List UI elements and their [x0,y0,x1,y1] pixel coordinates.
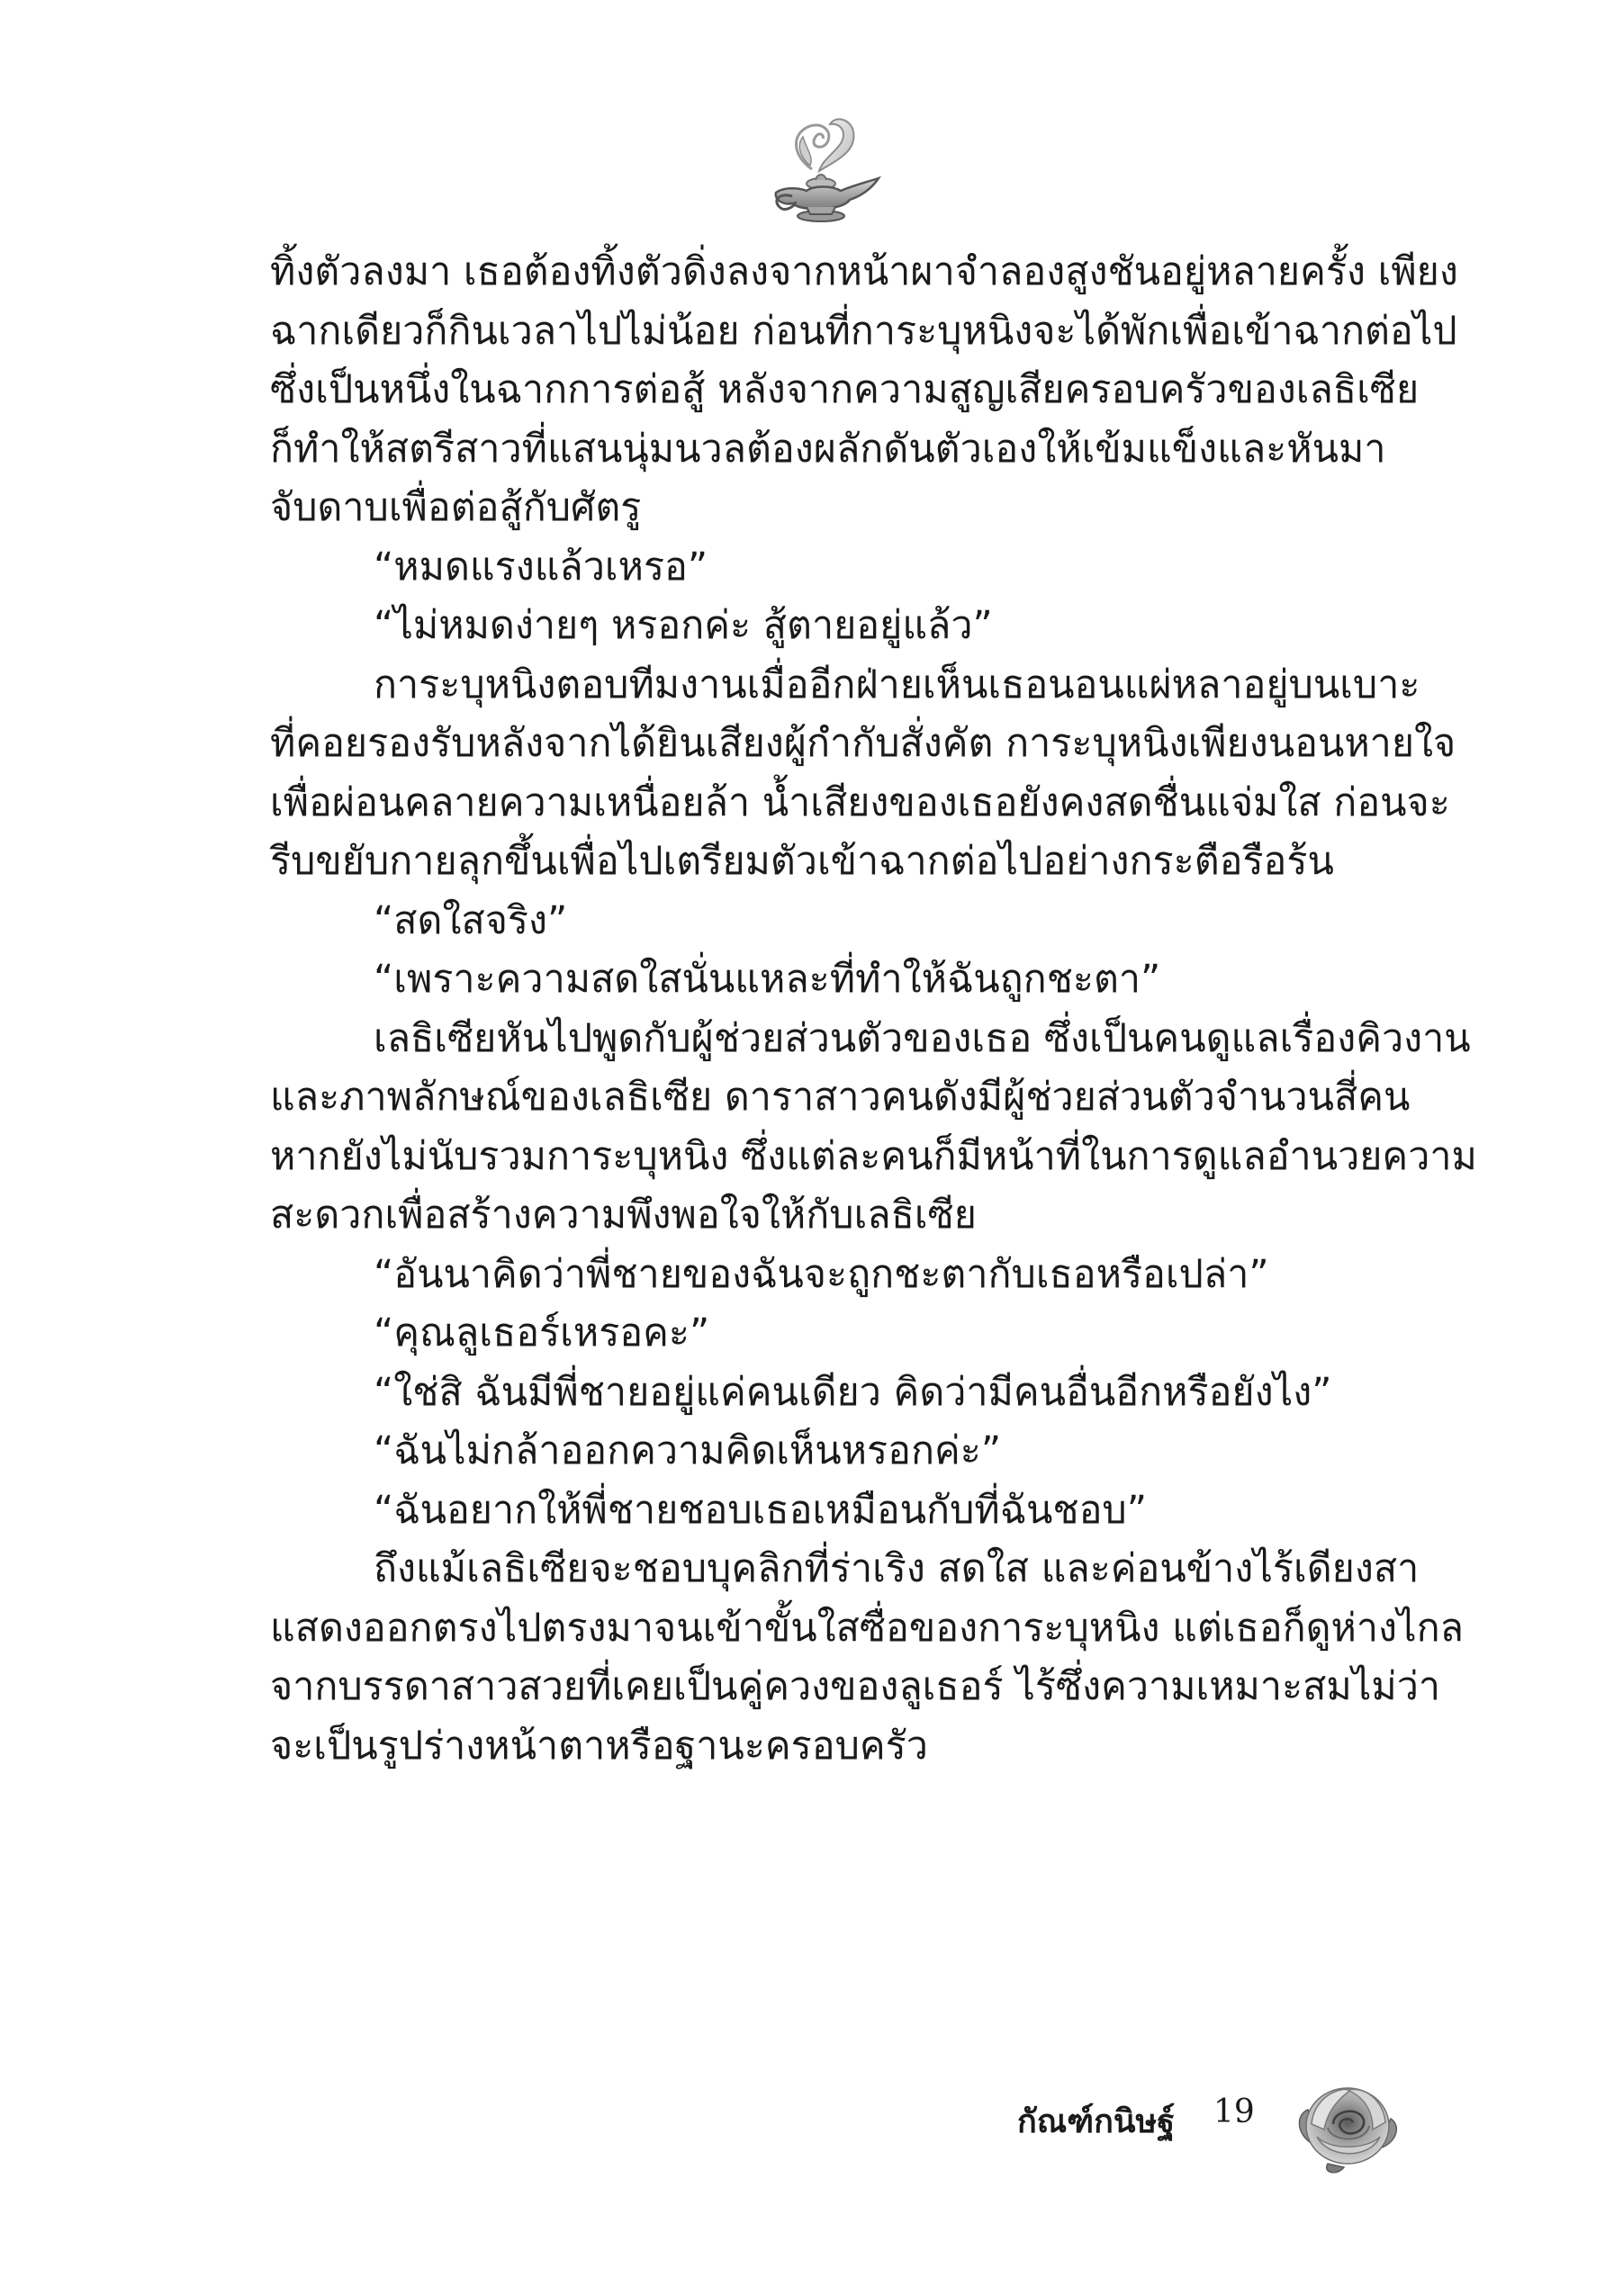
text-line: “หมดแรงแล้วเหรอ” [374,544,708,590]
paragraph-1 [270,243,1458,538]
paragraph-4 [270,1540,1465,1776]
dialogue-line [270,950,1391,1010]
text-line: แสดงออกตรงไปตรงมาจนเข้าขั้นใสซื่อของการะบุหนิง แต่เธอก็ดูห่างไกล [270,1605,1465,1651]
text-line: “ฉันไม่กล้าออกความคิดเห็นหรอกค่ะ” [374,1428,1002,1473]
rose-icon [1292,2070,1404,2178]
dialogue-line [270,597,1391,656]
text-line: “สดใสจริง” [374,897,568,943]
text-line: รีบขยับกายลุกขึ้นเพื่อไปเตรียมตัวเข้าฉากต่อไปอย่างกระตือรือร้น [270,839,1334,884]
text-line: “อันนาคิดว่าพี่ชายของฉันจะถูกชะตากับเธอหรือเปล่า” [374,1251,1269,1297]
page-footer [1017,2070,1404,2187]
text-line: “ฉันอยากให้พี่ชายชอบเธอเหมือนกับที่ฉันชอบ” [374,1487,1147,1533]
text-line: เลธิเซียหันไปพูดกับผู้ช่วยส่วนตัวของเธอ ซึ่งเป็นคนดูแลเรื่องคิวงาน [374,1015,1471,1061]
text-line: “ไม่หมดง่ายๆ หรอกค่ะ สู้ตายอยู่แล้ว” [374,603,993,648]
text-line: ถึงแม้เลธิเซียจะชอบบุคลิกที่ร่าเริง สดใส และค่อนข้างไร้เดียงสา [374,1546,1420,1591]
magic-lamp-icon [756,106,887,232]
book-title: กัณฑ์กนิษฐ์ [1017,2103,1176,2140]
dialogue-line [270,892,1391,951]
paragraph-3 [270,1010,1477,1246]
page-number: 19 [1213,2093,1255,2130]
dialogue-line [270,1364,1391,1423]
text-line: จากบรรดาสาวสวยที่เคยเป็นคู่ควงของลูเธอร์ ไร้ซึ่งความเหมาะสมไม่ว่า [270,1664,1440,1709]
text-line: ที่คอยรองรับหลังจากได้ยินเสียงผู้กำกับสั่งคัต การะบุหนิงเพียงนอนหายใจ [270,721,1456,766]
body-text [270,243,1477,1776]
text-line: และภาพลักษณ์ของเลธิเซีย ดาราสาวคนดังมีผู้ช่วยส่วนตัวจำนวนสี่คน [270,1075,1411,1120]
text-line: การะบุหนิงตอบทีมงานเมื่ออีกฝ่ายเห็นเธอนอนแผ่หลาอยู่บนเบาะ [374,662,1420,707]
text-line: “เพราะความสดใสนั่นแหละที่ทำให้ฉันถูกชะตา” [374,957,1161,1002]
text-line: สะดวกเพื่อสร้างความพึงพอใจให้กับเลธิเซีย [270,1193,977,1238]
text-line: ทิ้งตัวลงมา เธอต้องทิ้งตัวดิ่งลงจากหน้าผาจำลองสูงชันอยู่หลายครั้ง เพียง [270,249,1458,294]
dialogue-line [270,1422,1391,1481]
dialogue-line [270,1246,1391,1305]
paragraph-2 [270,656,1456,892]
text-line: ก็ทำให้สตรีสาวที่แสนนุ่มนวลต้องผลักดันตัวเองให้เข้มแข็งและหันมา [270,426,1386,472]
text-line: ซึ่งเป็นหนึ่งในฉากการต่อสู้ หลังจากความสูญเสียครอบครัวของเลธิเซีย [270,367,1420,412]
dialogue-line [270,538,1391,598]
dialogue-line [270,1481,1391,1541]
text-line: จับดาบเพื่อต่อสู้กับศัตรู [270,485,642,530]
text-line: จะเป็นรูปร่างหน้าตาหรือฐานะครอบครัว [270,1723,928,1769]
text-line: หากยังไม่นับรวมการะบุหนิง ซึ่งแต่ละคนก็มีหน้าที่ในการดูแลอำนวยความ [270,1133,1477,1179]
dialogue-line [270,1304,1391,1364]
text-line: ฉากเดียวก็กินเวลาไปไม่น้อย ก่อนที่การะบุหนิงจะได้พักเพื่อเข้าฉากต่อไป [270,308,1457,354]
text-line: “คุณลูเธอร์เหรอคะ” [374,1310,710,1355]
text-line: “ใช่สิ ฉันมีพี่ชายอยู่แค่คนเดียว คิดว่ามีคนอื่นอีกหรือยังไง” [374,1369,1332,1415]
text-line: เพื่อผ่อนคลายความเหนื่อยล้า น้ำเสียงของเธอยังคงสดชื่นแจ่มใส ก่อนจะ [270,779,1450,825]
